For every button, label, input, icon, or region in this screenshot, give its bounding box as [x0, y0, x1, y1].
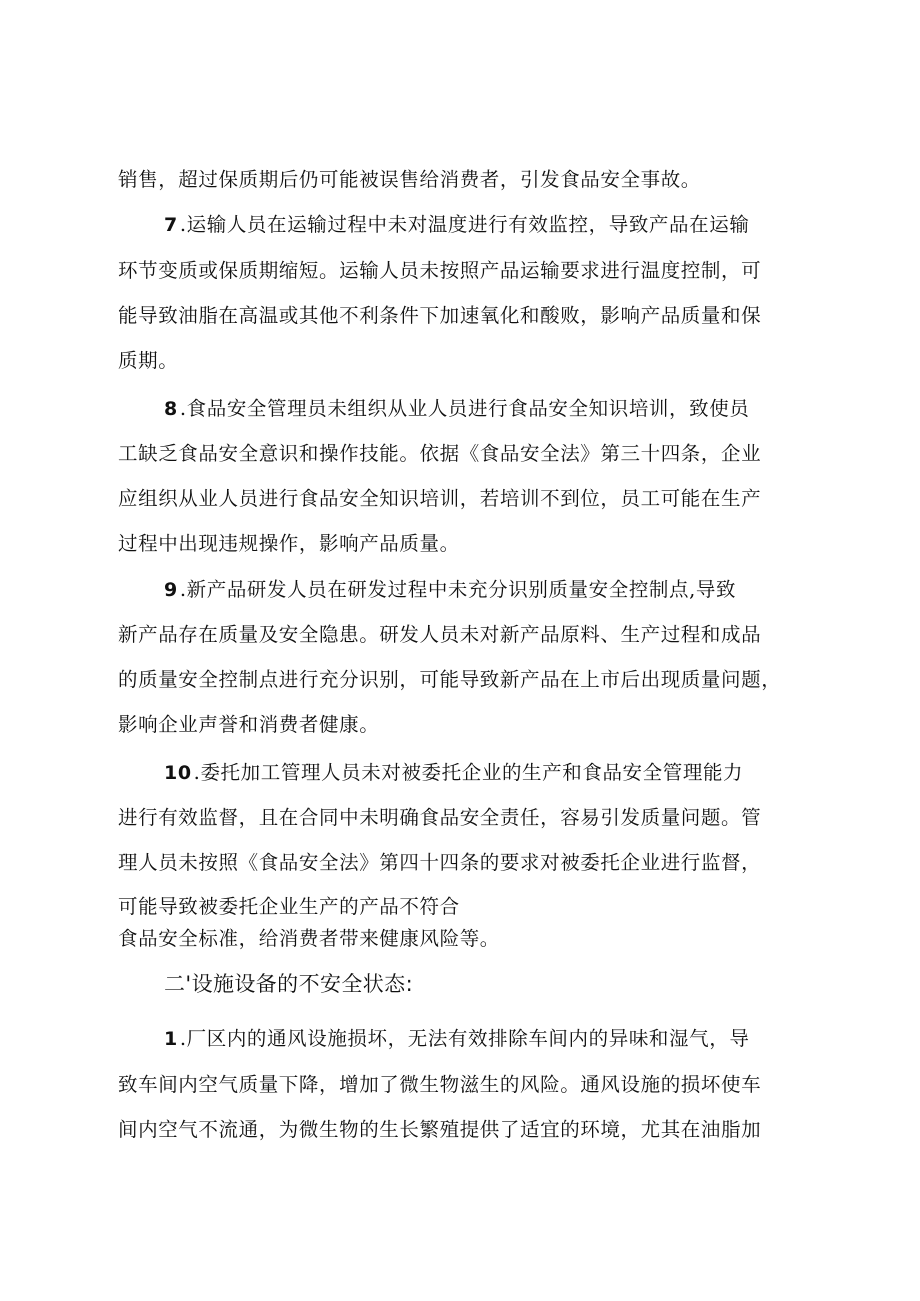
item-9-line-2: 新产品存在质量及安全隐患。研发人员未对新产品原料、生产过程和成品: [118, 623, 762, 646]
item-10-line-4: 可能导致被委托企业生产的产品不符合: [118, 895, 460, 918]
section-2-item-1-line-2: 致车间内空气质量下降，增加了微生物滋生的风险。通风设施的损坏使车: [118, 1073, 762, 1096]
item-8-line-4: 过程中出现违规操作，影响产品质量。: [118, 532, 460, 555]
item-9-number: 9: [164, 579, 178, 601]
item-10-number: 10: [164, 762, 192, 784]
item-7-line-3: 能导致油脂在高温或其他不利条件下加速氧化和酸败，影响产品质量和保: [118, 304, 762, 327]
item-8-number: 8: [164, 398, 178, 420]
item-8-line-1: 8 .食品安全管理员未组织从业人员进行食品安全知识培训，致使员: [164, 397, 750, 420]
item-9-line-4: 影响企业声誉和消费者健康。: [118, 713, 380, 736]
item-7-number: 7: [164, 214, 178, 236]
item-9-line-1: 9 .新产品研发人员在研发过程中未充分识别质量安全控制点,导致: [164, 578, 737, 601]
section-2-heading: 二'设施设备的不安全状态:: [164, 972, 414, 996]
item-10-line-1: 10 .委托加工管理人员未对被委托企业的生产和食品安全管理能力: [164, 761, 744, 784]
item-10-line-2: 进行有效监督，且在合同中未明确食品安全责任，容易引发质量问题。管: [118, 806, 762, 829]
section-2-item-1-line-1: 1 .厂区内的通风设施损坏，无法有效排除车间内的异味和湿气，导: [164, 1027, 750, 1050]
item-10-line-3: 理人员未按照《食品安全法》第四十四条的要求对被委托企业进行监督，: [118, 851, 762, 874]
item-8-line-3: 应组织从业人员进行食品安全知识培训，若培训不到位，员工可能在生产: [118, 487, 762, 510]
paragraph-continuation-line: 销售，超过保质期后仍可能被误售给消费者，引发食品安全事故。: [118, 168, 701, 191]
item-7-line-2: 环节变质或保质期缩短。运输人员未按照产品运输要求进行温度控制，可: [118, 259, 762, 282]
item-7-line-4: 质期。: [118, 349, 179, 372]
item-10-line-5: 食品安全标准，给消费者带来健康风险等。: [118, 927, 500, 950]
item-7-line-1: 7 .运输人员在运输过程中未对温度进行有效监控，导致产品在运输: [164, 213, 750, 236]
section-2-item-1-line-3: 间内空气不流通，为微生物的生长繁殖提供了适宜的环境，尤其在油脂加: [118, 1118, 762, 1141]
item-8-line-2: 工缺乏食品安全意识和操作技能。依据《食品安全法》第三十四条，企业: [118, 442, 762, 465]
item-9-line-3: 的质量安全控制点进行充分识别，可能导致新产品在上市后出现质量问题，: [118, 668, 782, 691]
section-2-item-1-number: 1: [164, 1028, 178, 1050]
